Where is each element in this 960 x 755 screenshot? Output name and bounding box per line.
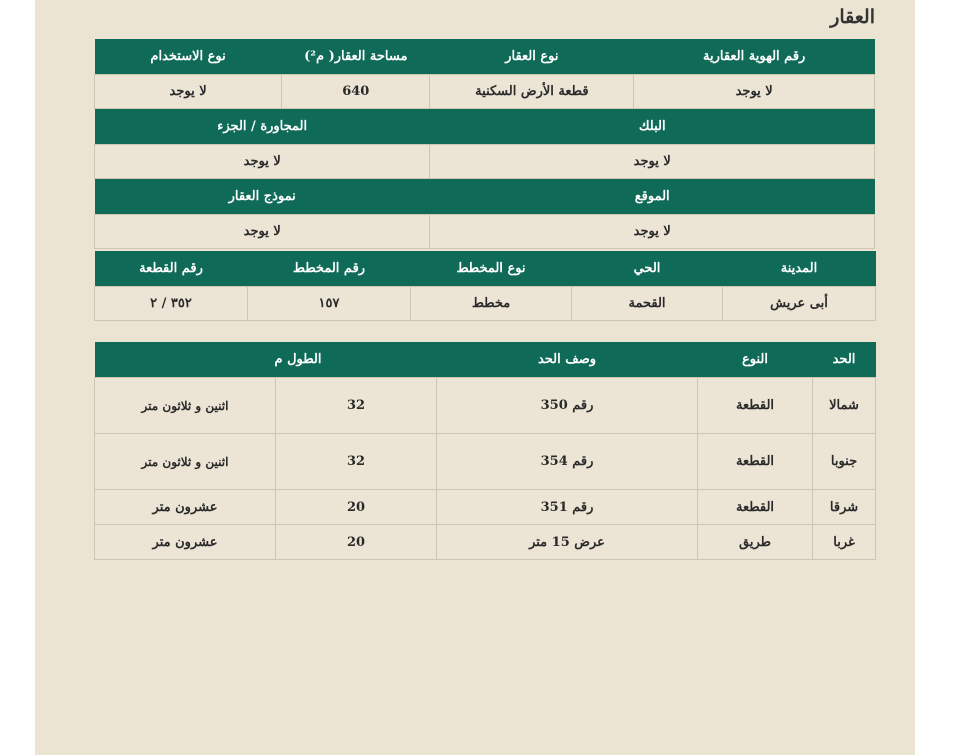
table-row <box>95 378 876 434</box>
header-cell: رقم القطعة <box>95 251 248 287</box>
cell: 32 <box>276 434 437 490</box>
section-title: العقار <box>830 6 875 28</box>
cell: عشرون متر <box>95 525 276 560</box>
value-row <box>95 287 876 321</box>
value-cell: ٣٥٢ / ٢ <box>95 287 248 321</box>
cell: غربا <box>813 525 876 560</box>
cell: 20 <box>276 525 437 560</box>
value-cell: لا يوجد <box>95 145 430 179</box>
cell: 20 <box>276 490 437 525</box>
cell: 32 <box>276 378 437 434</box>
value-cell: لا يوجد <box>634 75 875 109</box>
cell: اثنين و ثلاثون متر <box>95 378 276 434</box>
header-cell: البلك <box>430 109 875 145</box>
value-cell: لا يوجد <box>430 215 875 249</box>
header-cell: المجاورة / الجزء <box>95 109 430 145</box>
header-cell: نوع العقار <box>430 39 634 75</box>
cell: رقم 351 <box>437 490 698 525</box>
header-cell: المدينة <box>723 251 876 287</box>
header-cell: الحد <box>813 342 876 378</box>
cell: طريق <box>698 525 813 560</box>
property-info-table <box>94 39 875 249</box>
value-cell: قطعة الأرض السكنية <box>430 75 634 109</box>
cell: القطعة <box>698 490 813 525</box>
cell: القطعة <box>698 434 813 490</box>
value-cell: أبى عريش <box>723 287 876 321</box>
header-row <box>95 39 875 75</box>
header-cell: الطول م <box>95 342 437 378</box>
header-cell: نوع الاستخدام <box>95 39 282 75</box>
cell: القطعة <box>698 378 813 434</box>
table-row <box>95 490 876 525</box>
value-cell: لا يوجد <box>430 145 875 179</box>
value-cell: القحمة <box>572 287 723 321</box>
value-row <box>95 145 875 179</box>
cell: شمالا <box>813 378 876 434</box>
header-cell: النوع <box>698 342 813 378</box>
cell: عشرون متر <box>95 490 276 525</box>
header-cell: رقم الهوية العقارية <box>634 39 875 75</box>
header-cell: وصف الحد <box>437 342 698 378</box>
value-cell: 640 <box>282 75 430 109</box>
value-cell: لا يوجد <box>95 215 430 249</box>
value-cell: ١٥٧ <box>248 287 411 321</box>
header-cell: نوع المخطط <box>411 251 572 287</box>
cell: شرقا <box>813 490 876 525</box>
cell: رقم 354 <box>437 434 698 490</box>
header-cell: مساحة العقار( م²) <box>282 39 430 75</box>
location-table <box>94 251 876 321</box>
header-cell: الحي <box>572 251 723 287</box>
header-row <box>95 109 875 145</box>
cell: جنوبا <box>813 434 876 490</box>
value-cell: لا يوجد <box>95 75 282 109</box>
value-row <box>95 75 875 109</box>
header-cell: الموقع <box>430 179 875 215</box>
header-cell: نموذج العقار <box>95 179 430 215</box>
header-row <box>95 251 876 287</box>
table-row <box>95 434 876 490</box>
value-row <box>95 215 875 249</box>
cell: رقم 350 <box>437 378 698 434</box>
header-cell: رقم المخطط <box>248 251 411 287</box>
table-row <box>95 525 876 560</box>
cell: اثنين و ثلاثون متر <box>95 434 276 490</box>
boundaries-table <box>94 342 876 560</box>
header-row <box>95 342 876 378</box>
value-cell: مخطط <box>411 287 572 321</box>
header-row <box>95 179 875 215</box>
cell: عرض 15 متر <box>437 525 698 560</box>
